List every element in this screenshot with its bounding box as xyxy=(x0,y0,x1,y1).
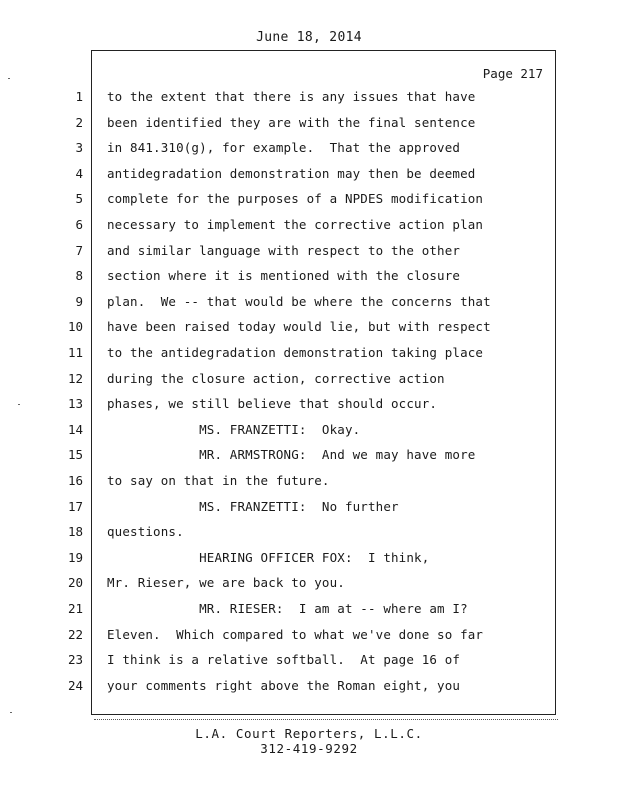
line-number: 9 xyxy=(75,294,83,309)
frame-bottom-edge xyxy=(94,716,558,720)
line-number: 13 xyxy=(67,396,83,411)
line-number: 18 xyxy=(67,524,83,539)
line-number: 15 xyxy=(67,447,83,462)
line-number: 11 xyxy=(67,345,83,360)
scan-speck xyxy=(18,404,20,405)
transcript-line: during the closure action, corrective action xyxy=(107,371,445,386)
footer-phone: 312-419-9292 xyxy=(260,741,358,756)
line-number: 24 xyxy=(67,678,83,693)
transcript-line: been identified they are with the final sentence xyxy=(107,115,476,130)
page-number: Page 217 xyxy=(482,66,543,81)
line-number: 19 xyxy=(67,550,83,565)
line-number: 23 xyxy=(67,652,83,667)
transcript-line: complete for the purposes of a NPDES modification xyxy=(107,191,484,206)
transcript-line: Mr. Rieser, we are back to you. xyxy=(107,575,345,590)
transcript-line: HEARING OFFICER FOX: I think, xyxy=(107,550,430,565)
transcript-line: MR. RIESER: I am at -- where am I? xyxy=(107,601,468,616)
header-date: June 18, 2014 xyxy=(256,30,362,45)
transcript-line: to say on that in the future. xyxy=(107,473,330,488)
scan-speck xyxy=(10,712,12,713)
transcript-line: MS. FRANZETTI: No further xyxy=(107,499,399,514)
line-number: 3 xyxy=(75,140,83,155)
transcript-line: to the antidegradation demonstration taking place xyxy=(107,345,484,360)
line-number: 2 xyxy=(75,115,83,130)
line-number: 10 xyxy=(67,319,83,334)
line-number: 8 xyxy=(75,268,83,283)
transcript-line: phases, we still believe that should occur. xyxy=(107,396,438,411)
footer-company: L.A. Court Reporters, L.L.C. xyxy=(195,726,423,741)
line-number: 17 xyxy=(67,499,83,514)
line-number: 7 xyxy=(75,243,83,258)
transcript-line: questions. xyxy=(107,524,184,539)
line-number: 22 xyxy=(67,627,83,642)
transcript-line: have been raised today would lie, but with respect xyxy=(107,319,491,334)
transcript-line: necessary to implement the corrective action plan xyxy=(107,217,484,232)
transcript-line: MS. FRANZETTI: Okay. xyxy=(107,422,361,437)
line-number: 1 xyxy=(75,89,83,104)
line-number: 14 xyxy=(67,422,83,437)
line-number: 20 xyxy=(67,575,83,590)
line-number: 4 xyxy=(75,166,83,181)
transcript-line: Eleven. Which compared to what we've done so far xyxy=(107,627,484,642)
transcript-line: I think is a relative softball. At page 16 of xyxy=(107,652,461,667)
line-number: 12 xyxy=(67,371,83,386)
line-number: 21 xyxy=(67,601,83,616)
transcript-line: section where it is mentioned with the closure xyxy=(107,268,461,283)
line-number: 6 xyxy=(75,217,83,232)
line-number: 5 xyxy=(75,191,83,206)
transcript-line: plan. We -- that would be where the concerns that xyxy=(107,294,491,309)
transcript-line: MR. ARMSTRONG: And we may have more xyxy=(107,447,476,462)
transcript-line: to the extent that there is any issues that have xyxy=(107,89,476,104)
scan-speck xyxy=(8,78,10,79)
transcript-line: in 841.310(g), for example. That the approved xyxy=(107,140,461,155)
transcript-line: antidegradation demonstration may then be deemed xyxy=(107,166,476,181)
transcript-line: and similar language with respect to the other xyxy=(107,243,461,258)
line-number: 16 xyxy=(67,473,83,488)
transcript-line: your comments right above the Roman eight, you xyxy=(107,678,461,693)
